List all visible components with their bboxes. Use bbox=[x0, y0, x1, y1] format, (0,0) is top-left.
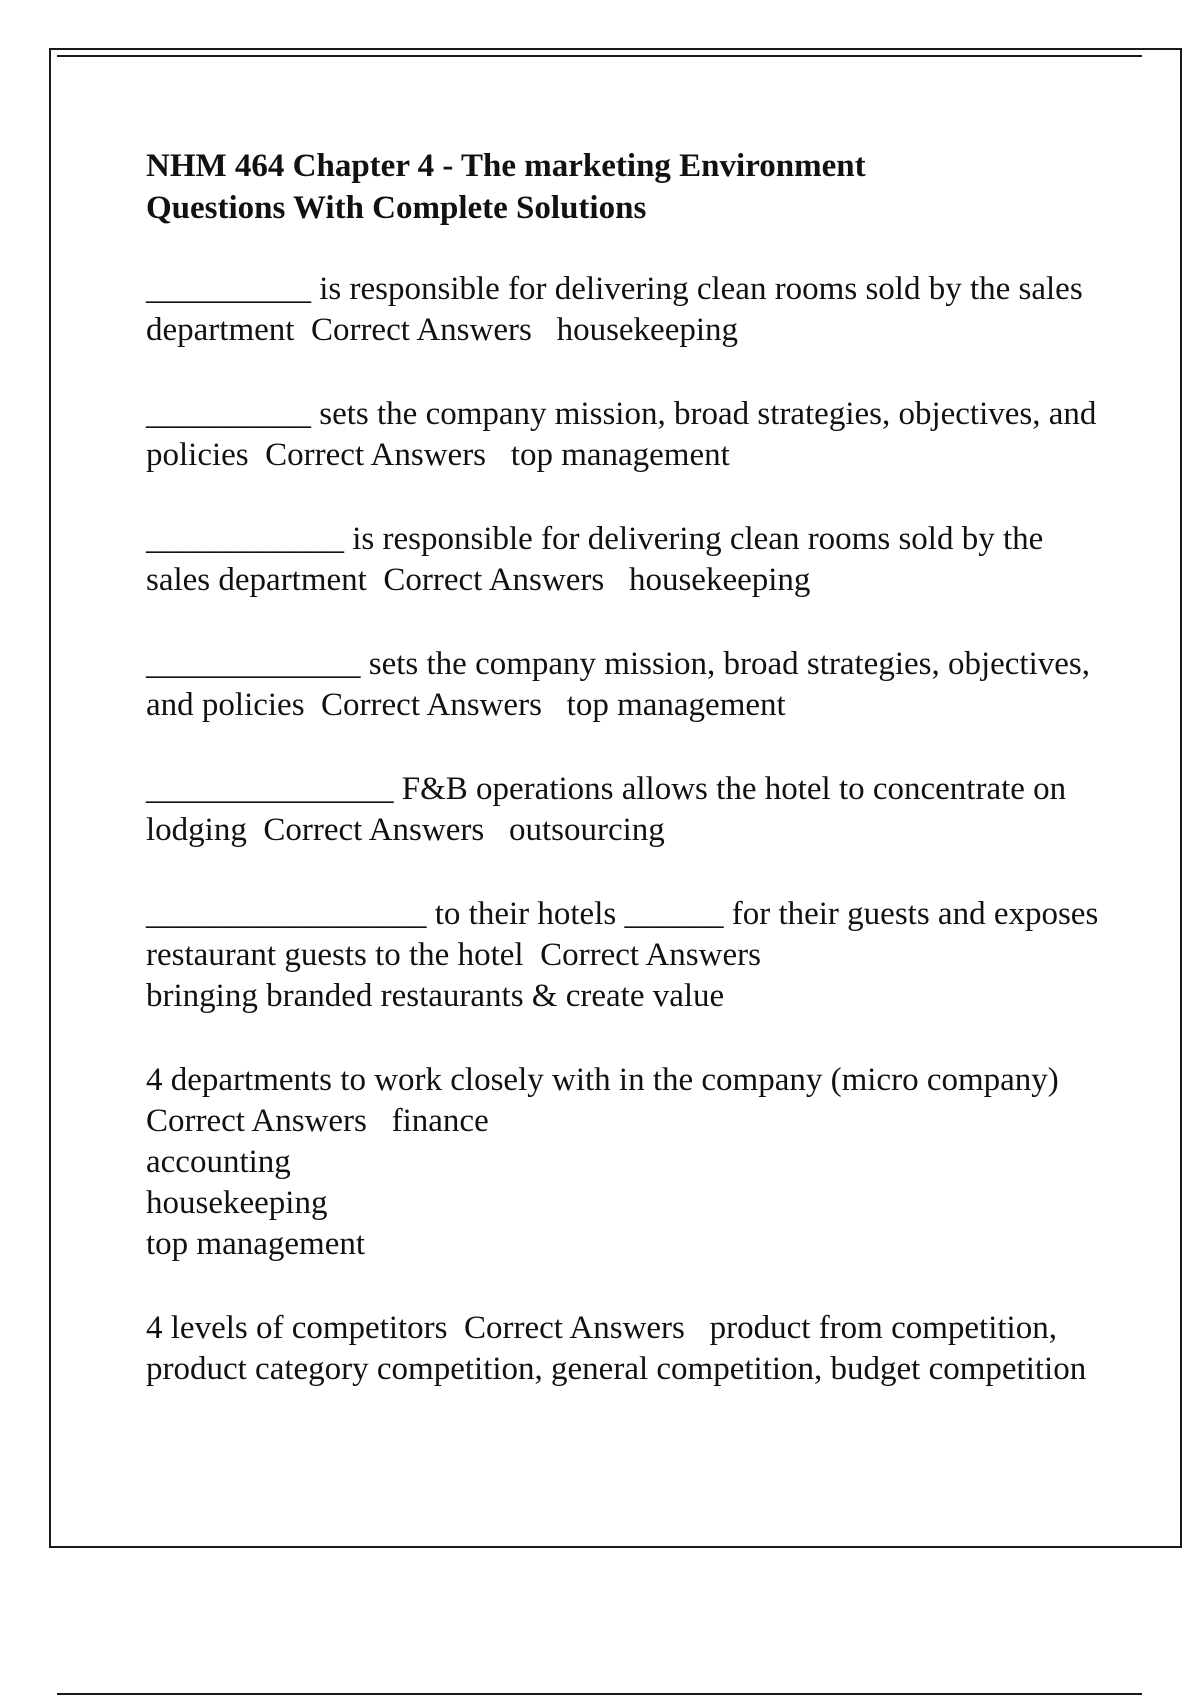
question-text: _________________ to their hotels ______ for their guests and exposes restaurant guests to the hotel bbox=[146, 896, 1107, 973]
document-body bbox=[146, 145, 1106, 1433]
answer-text: housekeeping bbox=[628, 562, 811, 598]
answer-label: Correct Answers bbox=[263, 812, 485, 848]
document-title bbox=[146, 145, 1106, 229]
question-text: 4 departments to work closely with in the company (micro company) bbox=[146, 1062, 1059, 1098]
answer-text: bringing branded restaurants & create value bbox=[146, 978, 725, 1014]
footer-rule bbox=[57, 1693, 1142, 1695]
qa-item bbox=[146, 519, 1106, 601]
answer-label: Correct Answers bbox=[265, 437, 487, 473]
qa-item bbox=[146, 269, 1106, 351]
answer-label: Correct Answers bbox=[383, 562, 605, 598]
qa-item bbox=[146, 644, 1106, 726]
title-line-1: NHM 464 Chapter 4 - The marketing Environment bbox=[146, 148, 866, 184]
answer-text: housekeeping bbox=[556, 312, 739, 348]
answer-label: Correct Answers bbox=[321, 687, 542, 723]
question-text: __________ is responsible for delivering clean rooms sold by the sales department bbox=[146, 271, 1091, 348]
answer-text: top management bbox=[146, 1226, 366, 1262]
qa-item-competitors bbox=[146, 1308, 1106, 1390]
answer-text: finance bbox=[391, 1103, 489, 1139]
question-text: _______________ F&B operations allows the hotel to concentrate on lodging bbox=[146, 771, 1075, 848]
title-line-2: Questions With Complete Solutions bbox=[146, 190, 647, 226]
qa-item bbox=[146, 894, 1106, 1017]
answer-label: Correct Answers bbox=[310, 312, 532, 348]
answer-text: outsourcing bbox=[508, 812, 665, 848]
answer-label: Correct Answers bbox=[464, 1310, 685, 1346]
qa-item-departments bbox=[146, 1060, 1106, 1265]
question-text: ____________ is responsible for delivering clean rooms sold by the sales department bbox=[146, 521, 1052, 598]
answer-text: top management bbox=[510, 437, 730, 473]
answer-label: Correct Answers bbox=[540, 937, 761, 973]
answer-label: Correct Answers bbox=[146, 1103, 367, 1139]
qa-item bbox=[146, 394, 1106, 476]
qa-item bbox=[146, 769, 1106, 851]
answer-text: product from competition, product category competition, general competition, budget competition bbox=[146, 1310, 1087, 1387]
header-rule bbox=[57, 55, 1142, 57]
question-text: _____________ sets the company mission, broad strategies, objectives, and policies bbox=[146, 646, 1099, 723]
answer-text: accounting bbox=[146, 1144, 291, 1180]
question-text: 4 levels of competitors bbox=[146, 1310, 448, 1346]
answer-text: housekeeping bbox=[146, 1185, 328, 1221]
question-text: __________ sets the company mission, broad strategies, objectives, and policies bbox=[146, 396, 1105, 473]
answer-text: top management bbox=[566, 687, 786, 723]
